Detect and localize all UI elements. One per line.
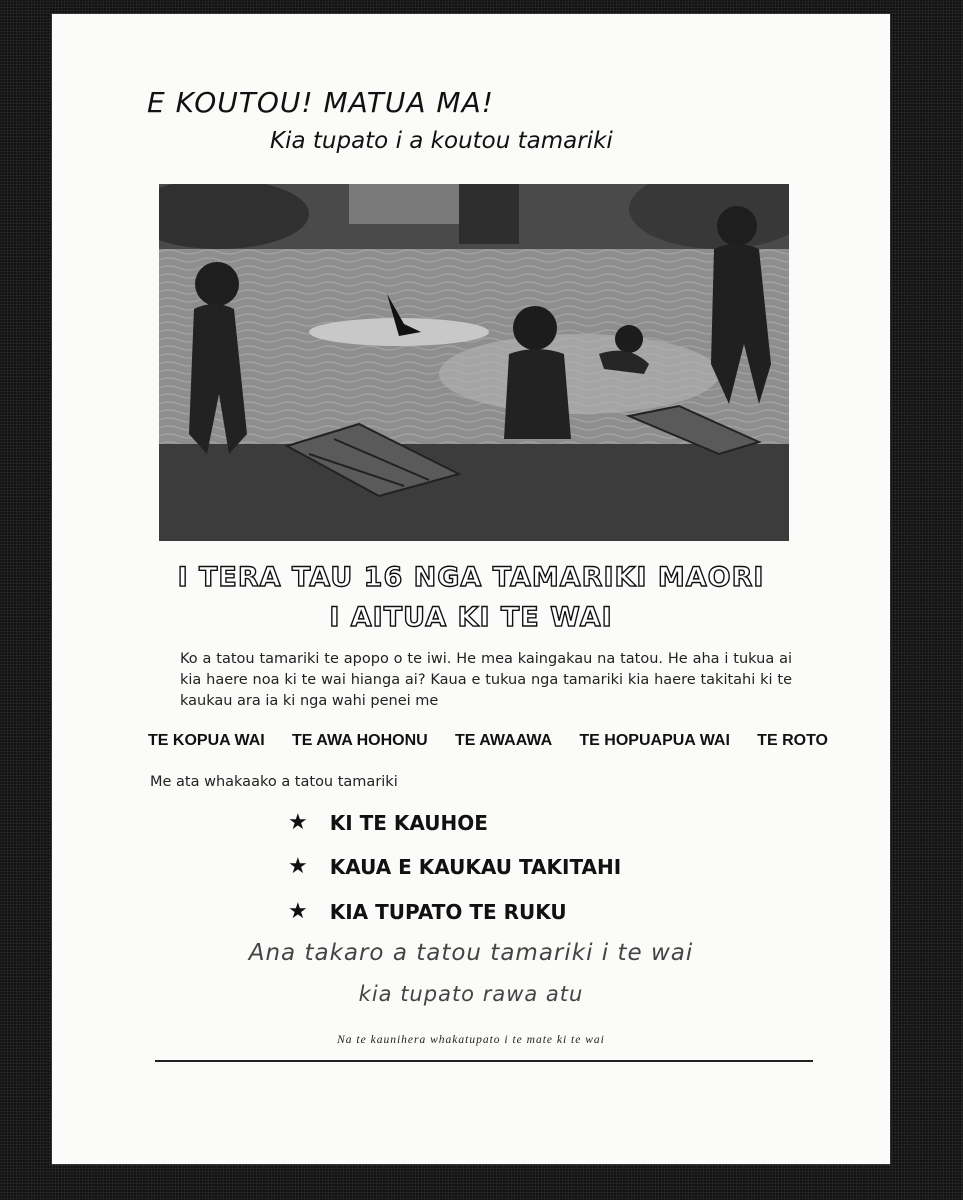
place-item: TE AWAAWA	[454, 732, 553, 749]
slogan-line-1: Ana takaro a tatou tamariki i te wai	[248, 940, 694, 966]
poster-page	[52, 14, 890, 1164]
credit-line: Na te kaunihera whakatupato i te mate ki te wai	[337, 1034, 605, 1046]
rule-item	[288, 899, 567, 924]
children-playing-in-water-photo	[159, 184, 789, 541]
headline-line-1: I TERA TAU 16 NGA TAMARIKI MAORI	[177, 562, 765, 593]
rule-item	[288, 810, 488, 835]
place-item: TE KOPUA WAI	[148, 732, 265, 749]
place-item: TE AWA HOHONU	[292, 732, 428, 749]
photo-illustration	[159, 184, 789, 541]
heading-line-2: Kia tupato i a koutou tamariki	[270, 128, 613, 154]
rule-text: KIA TUPATO TE RUKU	[329, 899, 567, 924]
places-list	[148, 732, 828, 750]
headline-line-2: I AITUA KI TE WAI	[329, 602, 613, 633]
teach-line: Me ata whakaako a tatou tamariki	[150, 774, 398, 790]
rule-item	[288, 854, 621, 879]
place-item: TE ROTO	[757, 732, 828, 749]
rule-text: KI TE KAUHOE	[329, 810, 488, 835]
body-paragraph: Ko a tatou tamariki te apopo o te iwi. He mea kaingakau na tatou. He aha i tukua ai kia haere noa ki te wai hianga ai? Kaua e tukua nga tamariki kia haere takitahi ki te kaukau ara ia ki nga wahi penei me	[180, 651, 792, 709]
bottom-divider	[155, 1060, 813, 1062]
star-icon: ★	[288, 899, 308, 924]
slogan-line-2: kia tupato rawa atu	[358, 982, 584, 1006]
heading-line-1: E KOUTOU! MATUA MA!	[147, 86, 494, 119]
star-icon: ★	[288, 810, 308, 835]
rule-text: KAUA E KAUKAU TAKITAHI	[329, 854, 622, 879]
star-icon: ★	[288, 854, 308, 879]
place-item: TE HOPUAPUA WAI	[579, 732, 730, 749]
